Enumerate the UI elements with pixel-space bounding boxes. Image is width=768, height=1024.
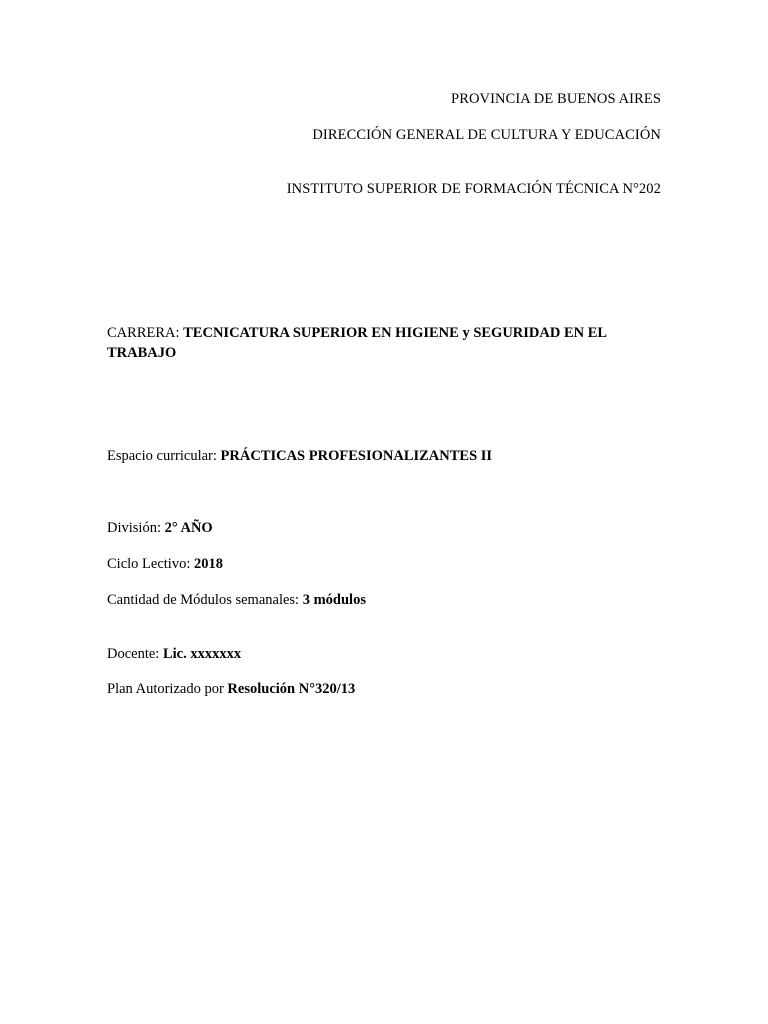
espacio-line xyxy=(107,448,492,465)
espacio-label: Espacio curricular: xyxy=(107,448,221,464)
ciclo-value: 2018 xyxy=(193,556,223,572)
plan-label: Plan Autorizado por xyxy=(107,681,228,697)
header-institute: INSTITUTO SUPERIOR DE FORMACIÓN TÉCNICA N°202 xyxy=(286,181,661,197)
espacio-value: PRÁCTICAS PROFESIONALIZANTES II xyxy=(220,448,493,464)
docente-value: Lic. xxxxxxx xyxy=(162,646,242,662)
plan-value: Resolución N°320/13 xyxy=(227,681,356,697)
cantidad-label: Cantidad de Módulos semanales: xyxy=(107,592,303,608)
ciclo-label: Ciclo Lectivo: xyxy=(107,556,194,572)
header-direction: DIRECCIÓN GENERAL DE CULTURA Y EDUCACIÓN xyxy=(312,127,661,143)
division-line xyxy=(107,520,213,537)
carrera-label: CARRERA: xyxy=(107,325,184,341)
docente-label: Docente: xyxy=(107,646,163,662)
division-value: 2° AÑO xyxy=(164,520,213,536)
carrera-line xyxy=(107,323,652,363)
cantidad-line xyxy=(107,592,366,609)
cantidad-value: 3 módulos xyxy=(302,592,366,608)
plan-line xyxy=(107,681,355,698)
carrera-value: TECNICATURA SUPERIOR EN HIGIENE y SEGURIDAD EN EL TRABAJO xyxy=(107,325,607,361)
ciclo-line xyxy=(107,556,223,573)
header-province: PROVINCIA DE BUENOS AIRES xyxy=(451,91,661,107)
division-label: División: xyxy=(107,520,165,536)
docente-line xyxy=(107,646,241,663)
